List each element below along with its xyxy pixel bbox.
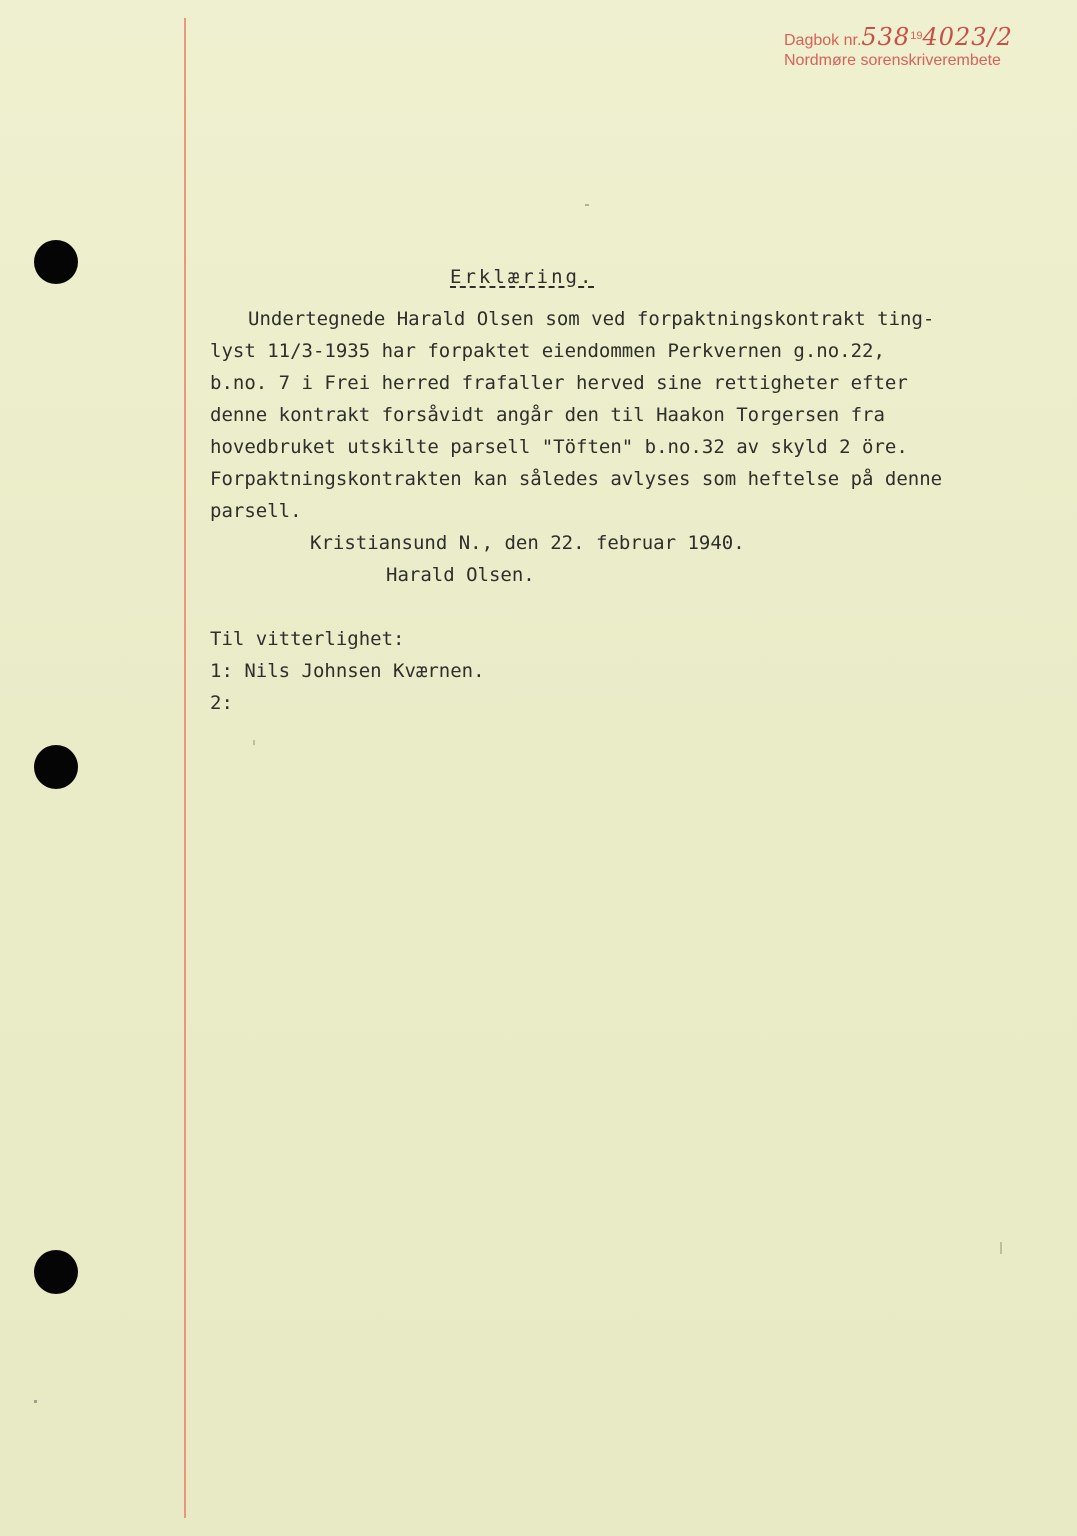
paper-speck xyxy=(34,1400,37,1403)
stamp-year-prefix: 19 xyxy=(910,30,923,42)
body-line: lyst 11/3-1935 har forpaktet eiendommen Perkvernen g.no.22, xyxy=(210,340,885,362)
witness-1: 1: Nils Johnsen Kværnen. xyxy=(210,660,485,682)
signature: Harald Olsen. xyxy=(386,564,535,586)
body-line: denne kontrakt forsåvidt angår den til Haakon Torgersen fra xyxy=(210,404,885,426)
paper-speck xyxy=(585,204,589,206)
body-line: hovedbruket utskilte parsell "Töften" b.no.32 av skyld 2 öre. xyxy=(210,436,908,458)
body-line: Undertegnede Harald Olsen som ved forpaktningskontrakt ting- xyxy=(248,308,935,330)
body-line: parsell. xyxy=(210,500,302,522)
witness-heading: Til vitterlighet: xyxy=(210,628,405,650)
stamp-office: Nordmøre sorenskriverembete xyxy=(784,52,1001,69)
stamp-year-suffix: 40 xyxy=(922,23,955,51)
stamp-number: 538 xyxy=(861,23,911,51)
paper-speck xyxy=(1000,1242,1002,1254)
witness-2: 2: xyxy=(210,692,233,714)
stamp-date: 23/2 xyxy=(955,23,1013,51)
stamp-label: Dagbok nr. xyxy=(784,32,862,49)
place-date: Kristiansund N., den 22. februar 1940. xyxy=(310,532,745,554)
body-line: Forpaktningskontrakten kan således avlyses som heftelse på denne xyxy=(210,468,943,490)
document-title: Erklæring. xyxy=(450,266,595,288)
paper-speck xyxy=(253,740,255,745)
body-line: b.no. 7 i Frei herred frafaller herved sine rettigheter efter xyxy=(210,372,908,394)
